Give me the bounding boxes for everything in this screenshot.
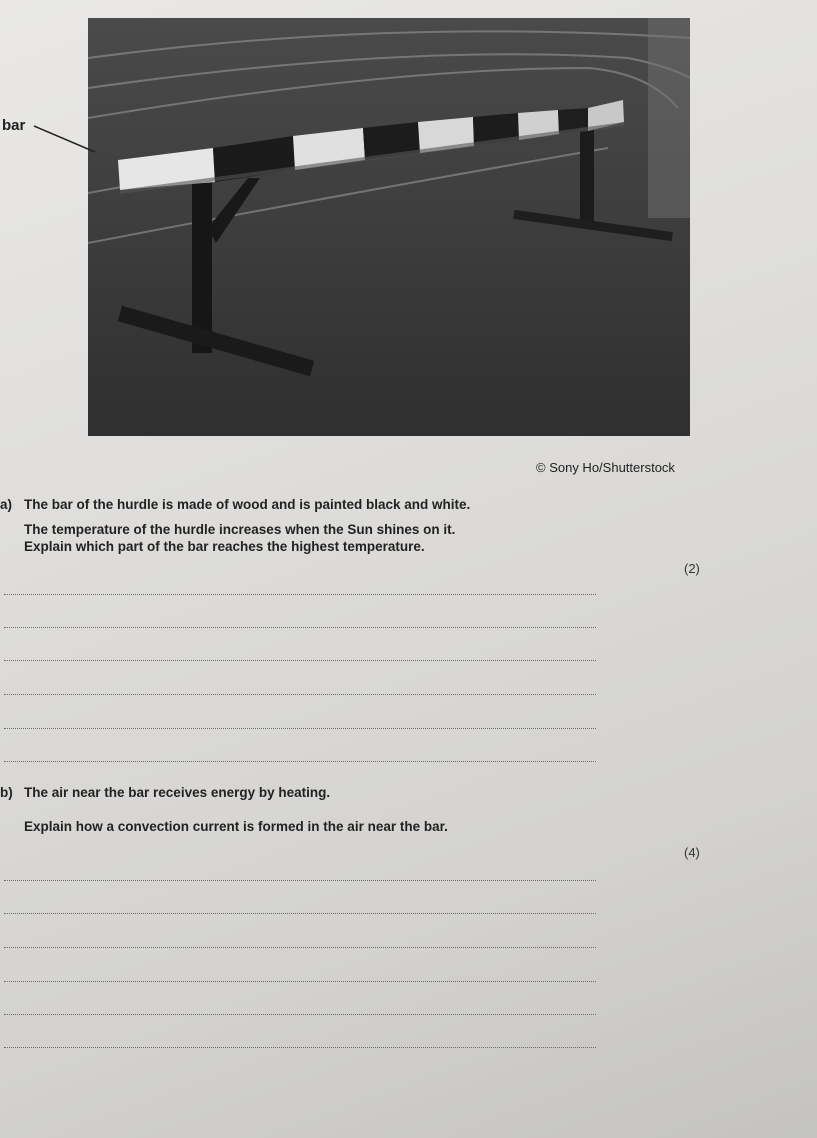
- image-credit: © Sony Ho/Shutterstock: [536, 460, 675, 475]
- answer-line[interactable]: [4, 728, 596, 729]
- answer-line[interactable]: [4, 981, 596, 982]
- part-b-number: b): [0, 785, 13, 800]
- part-a-line3: Explain which part of the bar reaches the highest temperature.: [24, 539, 425, 554]
- answer-line[interactable]: [4, 880, 596, 881]
- answer-line[interactable]: [4, 1014, 596, 1015]
- answer-line[interactable]: [4, 694, 596, 695]
- part-b-line2: Explain how a convection current is formed in the air near the bar.: [24, 819, 448, 834]
- part-a-number: a): [0, 497, 13, 512]
- part-b-line1: The air near the bar receives energy by heating.: [24, 785, 331, 800]
- part-a-line1: The bar of the hurdle is made of wood and is painted black and white.: [24, 497, 471, 512]
- answer-line[interactable]: [4, 1047, 596, 1048]
- answer-line[interactable]: [4, 761, 596, 762]
- answer-line[interactable]: [4, 913, 596, 914]
- answer-line[interactable]: [4, 594, 596, 595]
- answer-line[interactable]: [4, 627, 596, 628]
- bar-pointer-line: [0, 0, 200, 200]
- answer-line[interactable]: [4, 660, 596, 661]
- part-b-marks: (4): [684, 845, 700, 860]
- bar-label: bar: [2, 117, 26, 134]
- answer-line[interactable]: [4, 947, 596, 948]
- part-a-line2: The temperature of the hurdle increases when the Sun shines on it.: [24, 522, 456, 537]
- part-a-marks: (2): [684, 561, 700, 576]
